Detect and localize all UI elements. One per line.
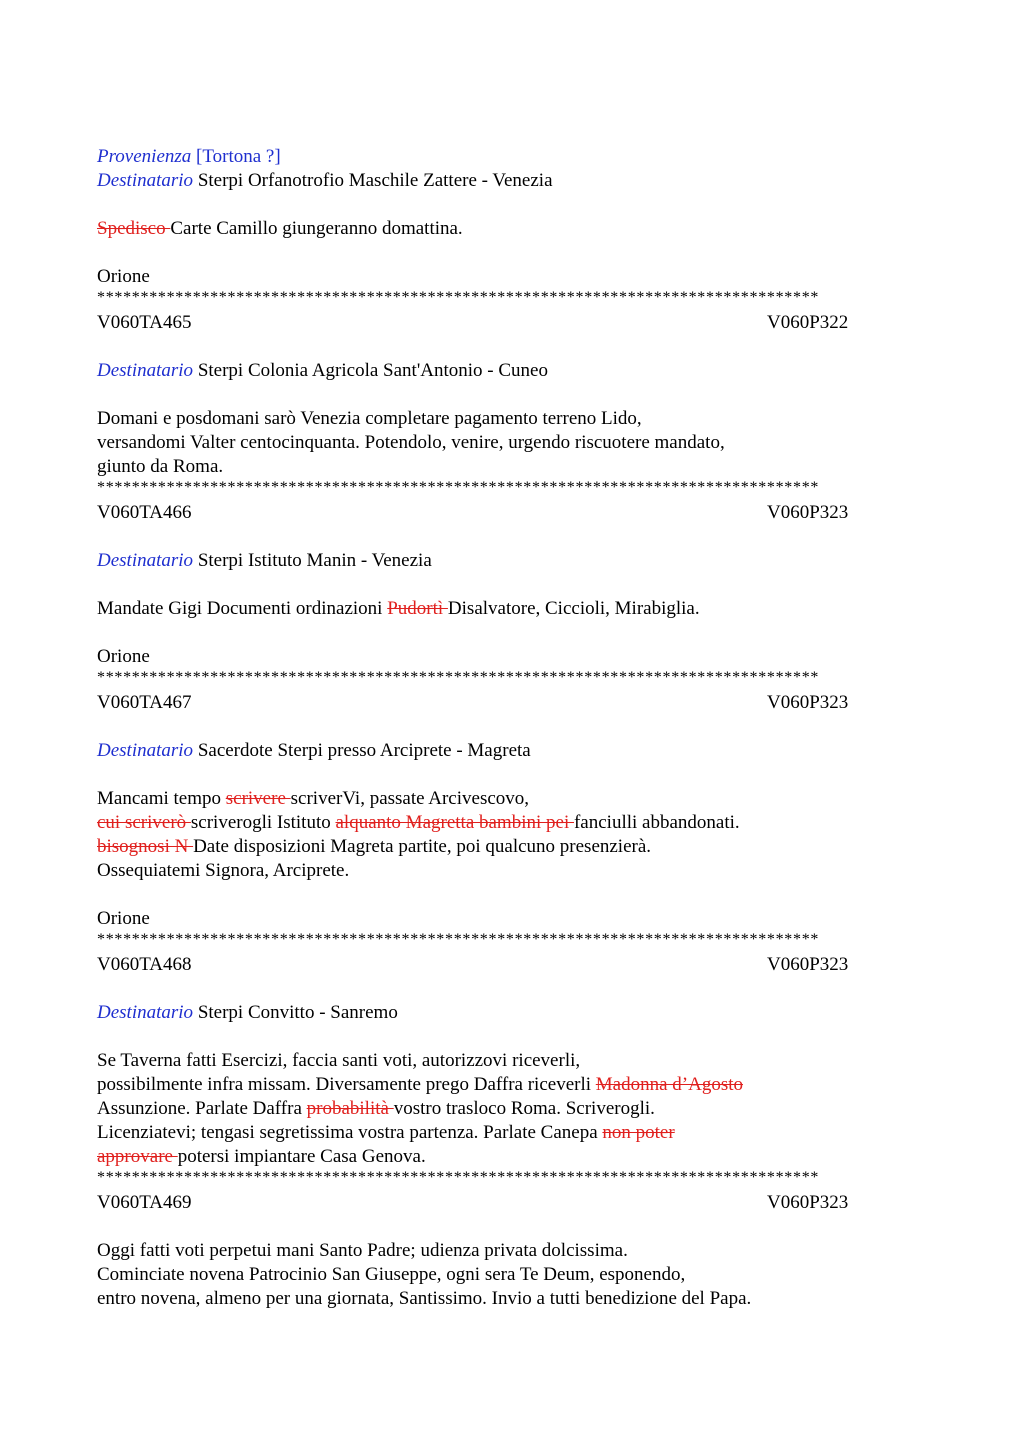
deleted-text: alquanto Magretta bambini pei (335, 812, 574, 833)
recipient-line (97, 739, 927, 763)
spacer (97, 1215, 927, 1239)
spacer (97, 715, 927, 739)
message-line: Ossequiatemi Signora, Arciprete. (97, 860, 350, 881)
message-line: versandomi Valter centocinquanta. Potendolo, venire, urgendo riscuotere mandato, (97, 432, 725, 453)
separator: *********************************************************************************** (97, 669, 820, 686)
recipient-value: Sterpi Istituto Manin - Venezia (197, 550, 432, 571)
entry-code: V060TA465 (97, 312, 192, 333)
provenance-label: Provenienza (97, 146, 192, 167)
spacer (97, 335, 927, 359)
entry-page: V060P323 (767, 692, 849, 713)
recipient-line (97, 1001, 927, 1025)
provenance-line (97, 145, 927, 169)
recipient-label: Destinatario (97, 740, 194, 761)
entry-code: V060TA467 (97, 692, 192, 713)
message-text: potersi impiantare Casa Genova. (177, 1146, 426, 1167)
recipient-line (97, 359, 927, 383)
spacer (97, 193, 927, 217)
deleted-text: scrivere (225, 788, 291, 809)
deleted-text: probabilità (306, 1098, 394, 1119)
signature: Orione (97, 908, 150, 929)
deleted-text: Spedisco (97, 218, 171, 239)
message-text: Date disposizioni Magreta partite, poi qualcuno presenzierà. (193, 836, 652, 857)
spacer (97, 883, 927, 907)
message-text: Licenziatevi; tengasi segretissima vostra partenza. Parlate Canepa (97, 1122, 603, 1143)
spacer (97, 573, 927, 597)
document-page (97, 145, 927, 1311)
message-line: Cominciate novena Patrocinio San Giuseppe, ogni sera Te Deum, esponendo, (97, 1264, 686, 1285)
message-text: Mancami tempo (97, 788, 226, 809)
message-line (97, 1121, 927, 1145)
message-line (97, 787, 927, 811)
deleted-text: Pudortì (387, 598, 448, 619)
message-text: possibilmente infra missam. Diversamente prego Daffra riceverli (97, 1074, 596, 1095)
entry-id-row (97, 691, 927, 715)
deleted-text: cui scriverò (97, 812, 191, 833)
recipient-line (97, 549, 927, 573)
message-line: Se Taverna fatti Esercizi, faccia santi voti, autorizzovi riceverli, (97, 1050, 581, 1071)
recipient-label: Destinatario (97, 360, 194, 381)
message-text: vostro trasloco Roma. Scriverogli. (393, 1098, 655, 1119)
deleted-text: approvare (97, 1146, 178, 1167)
entry-page: V060P323 (767, 1192, 849, 1213)
spacer (97, 383, 927, 407)
message-line (97, 1145, 927, 1169)
spacer (97, 977, 927, 1001)
recipient-label: Destinatario (97, 1002, 194, 1023)
entry-page: V060P323 (767, 502, 849, 523)
message-text: Disalvatore, Ciccioli, Mirabiglia. (447, 598, 700, 619)
message-line: entro novena, almeno per una giornata, Santissimo. Invio a tutti benedizione del Papa. (97, 1288, 752, 1309)
message-line (97, 811, 927, 835)
deleted-text: bisognosi N (97, 836, 194, 857)
spacer (97, 241, 927, 265)
message-text: fanciulli abbandonati. (573, 812, 740, 833)
message-line (97, 217, 927, 241)
entry-id-row (97, 501, 927, 525)
separator: *********************************************************************************** (97, 931, 820, 948)
message-line (97, 1073, 927, 1097)
entry-page: V060P323 (767, 954, 849, 975)
message-text: Carte Camillo giungeranno domattina. (170, 218, 463, 239)
signature: Orione (97, 646, 150, 667)
recipient-label: Destinatario (97, 170, 194, 191)
spacer (97, 763, 927, 787)
message-line (97, 1097, 927, 1121)
separator: *********************************************************************************** (97, 1169, 820, 1186)
provenance-value: [Tortona ?] (196, 146, 281, 167)
message-text: Assunzione. Parlate Daffra (97, 1098, 307, 1119)
recipient-value: Sterpi Orfanotrofio Maschile Zattere - Venezia (197, 170, 553, 191)
recipient-value: Sterpi Colonia Agricola Sant'Antonio - Cuneo (197, 360, 548, 381)
message-line: Domani e posdomani sarò Venezia completare pagamento terreno Lido, (97, 408, 642, 429)
entry-id-row (97, 311, 927, 335)
recipient-value: Sterpi Convitto - Sanremo (197, 1002, 398, 1023)
deleted-text: non poter (602, 1122, 675, 1143)
entry-code: V060TA466 (97, 502, 192, 523)
recipient-label: Destinatario (97, 550, 194, 571)
message-text: scriverVi, passate Arcivescovo, (290, 788, 530, 809)
deleted-text: Madonna d’Agosto (595, 1074, 743, 1095)
signature: Orione (97, 266, 150, 287)
message-text: scriverogli Istituto (190, 812, 336, 833)
entry-id-row (97, 953, 927, 977)
spacer (97, 1025, 927, 1049)
message-line (97, 597, 927, 621)
recipient-line (97, 169, 927, 193)
message-line: Oggi fatti voti perpetui mani Santo Padre; udienza privata dolcissima. (97, 1240, 628, 1261)
message-text: Mandate Gigi Documenti ordinazioni (97, 598, 388, 619)
message-line: giunto da Roma. (97, 456, 224, 477)
message-line (97, 835, 927, 859)
entry-code: V060TA468 (97, 954, 192, 975)
entry-code: V060TA469 (97, 1192, 192, 1213)
entry-id-row (97, 1191, 927, 1215)
separator: *********************************************************************************** (97, 479, 820, 496)
recipient-value: Sacerdote Sterpi presso Arciprete - Magreta (197, 740, 531, 761)
spacer (97, 525, 927, 549)
entry-page: V060P322 (767, 312, 849, 333)
spacer (97, 621, 927, 645)
separator: *********************************************************************************** (97, 289, 820, 306)
